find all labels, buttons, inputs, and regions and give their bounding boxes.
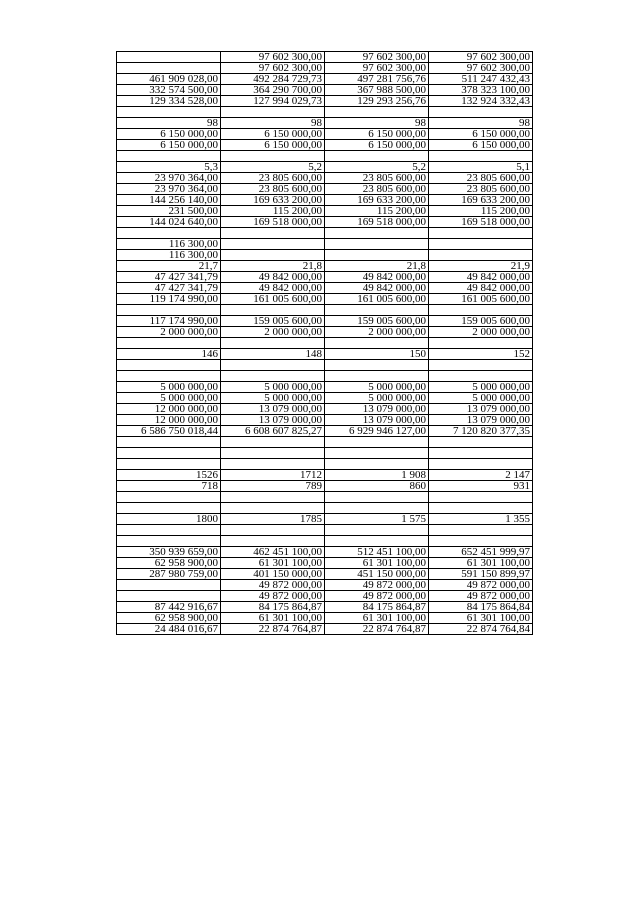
table-cell <box>117 591 221 602</box>
table-cell: 169 518 000,00 <box>221 217 325 228</box>
table-cell <box>325 338 429 349</box>
table-row <box>117 437 533 448</box>
table-cell: 5 000 000,00 <box>117 382 221 393</box>
table-cell: 148 <box>221 349 325 360</box>
table-row <box>117 129 533 140</box>
table-cell: 98 <box>117 118 221 129</box>
table-cell: 61 301 100,00 <box>221 558 325 569</box>
table-cell <box>221 338 325 349</box>
table-row <box>117 338 533 349</box>
table-cell: 87 442 916,67 <box>117 602 221 613</box>
table-cell: 21,8 <box>325 261 429 272</box>
table-cell: 21,9 <box>429 261 533 272</box>
table-cell: 1 908 <box>325 470 429 481</box>
table-cell: 49 842 000,00 <box>429 283 533 294</box>
table-cell: 22 874 764,87 <box>221 624 325 635</box>
table-cell <box>325 107 429 118</box>
table-cell <box>325 448 429 459</box>
table-cell: 169 633 200,00 <box>325 195 429 206</box>
table-cell: 23 805 600,00 <box>221 173 325 184</box>
table-row <box>117 283 533 294</box>
table-cell: 1785 <box>221 514 325 525</box>
table-cell: 12 000 000,00 <box>117 415 221 426</box>
table-row <box>117 184 533 195</box>
table-cell <box>221 448 325 459</box>
table-cell: 2 000 000,00 <box>325 327 429 338</box>
table-row <box>117 426 533 437</box>
table-cell <box>325 459 429 470</box>
table-cell: 1526 <box>117 470 221 481</box>
table-cell: 97 602 300,00 <box>221 63 325 74</box>
table-cell: 1800 <box>117 514 221 525</box>
table-cell: 461 909 028,00 <box>117 74 221 85</box>
table-cell: 129 334 528,00 <box>117 96 221 107</box>
table-cell: 931 <box>429 481 533 492</box>
table-cell: 2 000 000,00 <box>221 327 325 338</box>
table-cell: 159 005 600,00 <box>325 316 429 327</box>
table-cell: 22 874 764,87 <box>325 624 429 635</box>
table-cell <box>429 305 533 316</box>
table-cell: 97 602 300,00 <box>325 52 429 63</box>
table-row <box>117 305 533 316</box>
table-cell <box>429 360 533 371</box>
table-row <box>117 261 533 272</box>
table-row <box>117 327 533 338</box>
table-row <box>117 52 533 63</box>
table-cell <box>429 250 533 261</box>
table-cell: 652 451 999,97 <box>429 547 533 558</box>
table-cell <box>325 305 429 316</box>
table-cell: 49 872 000,00 <box>429 580 533 591</box>
table-cell: 6 586 750 018,44 <box>117 426 221 437</box>
table-cell: 364 290 700,00 <box>221 85 325 96</box>
table-row <box>117 250 533 261</box>
table-cell: 13 079 000,00 <box>429 404 533 415</box>
table-cell <box>429 536 533 547</box>
table-cell <box>221 239 325 250</box>
table-cell: 492 284 729,73 <box>221 74 325 85</box>
table-cell <box>221 536 325 547</box>
table-cell <box>117 107 221 118</box>
table-row <box>117 393 533 404</box>
table-cell <box>221 371 325 382</box>
table-row <box>117 96 533 107</box>
table-cell: 144 256 140,00 <box>117 195 221 206</box>
table-cell: 49 872 000,00 <box>325 580 429 591</box>
table-cell: 1 355 <box>429 514 533 525</box>
table-cell: 84 175 864,87 <box>221 602 325 613</box>
table-cell <box>221 360 325 371</box>
table-cell <box>117 63 221 74</box>
table-cell <box>325 437 429 448</box>
table-cell: 6 150 000,00 <box>221 129 325 140</box>
table-cell: 5,3 <box>117 162 221 173</box>
table-row <box>117 415 533 426</box>
table-cell: 47 427 341,79 <box>117 283 221 294</box>
table-cell: 47 427 341,79 <box>117 272 221 283</box>
table-cell: 23 805 600,00 <box>325 173 429 184</box>
table-row <box>117 74 533 85</box>
table-cell: 98 <box>325 118 429 129</box>
table-cell: 5 000 000,00 <box>325 382 429 393</box>
table-cell: 161 005 600,00 <box>221 294 325 305</box>
table-cell: 860 <box>325 481 429 492</box>
table-row <box>117 228 533 239</box>
table-cell <box>429 525 533 536</box>
table-cell: 13 079 000,00 <box>429 415 533 426</box>
table-cell: 511 247 432,43 <box>429 74 533 85</box>
table-cell: 23 805 600,00 <box>429 184 533 195</box>
table-cell: 512 451 100,00 <box>325 547 429 558</box>
table-cell <box>429 107 533 118</box>
table-row <box>117 272 533 283</box>
table-cell <box>429 503 533 514</box>
table-cell: 84 175 864,84 <box>429 602 533 613</box>
table-row <box>117 360 533 371</box>
table-row <box>117 206 533 217</box>
table-cell: 161 005 600,00 <box>325 294 429 305</box>
table-cell: 5,2 <box>325 162 429 173</box>
table-cell: 1712 <box>221 470 325 481</box>
table-row <box>117 404 533 415</box>
table-cell: 12 000 000,00 <box>117 404 221 415</box>
table-cell: 49 872 000,00 <box>221 580 325 591</box>
table-cell <box>117 360 221 371</box>
table-cell: 231 500,00 <box>117 206 221 217</box>
table-cell: 144 024 640,00 <box>117 217 221 228</box>
table-cell: 5 000 000,00 <box>221 382 325 393</box>
table-cell <box>429 228 533 239</box>
table-row <box>117 195 533 206</box>
data-table <box>116 51 533 635</box>
table-cell <box>429 151 533 162</box>
table-cell <box>325 536 429 547</box>
table-cell <box>117 371 221 382</box>
table-cell: 332 574 500,00 <box>117 85 221 96</box>
table-cell <box>221 437 325 448</box>
table-cell <box>429 492 533 503</box>
table-cell: 23 805 600,00 <box>325 184 429 195</box>
table-row <box>117 63 533 74</box>
table-cell: 119 174 990,00 <box>117 294 221 305</box>
table-row <box>117 558 533 569</box>
table-row <box>117 547 533 558</box>
table-row <box>117 85 533 96</box>
table-cell: 49 872 000,00 <box>429 591 533 602</box>
table-cell: 98 <box>221 118 325 129</box>
table-cell <box>429 459 533 470</box>
table-cell: 13 079 000,00 <box>221 415 325 426</box>
table-cell: 5 000 000,00 <box>429 393 533 404</box>
table-cell: 497 281 756,76 <box>325 74 429 85</box>
table-cell: 462 451 100,00 <box>221 547 325 558</box>
table-cell <box>325 239 429 250</box>
table-cell: 718 <box>117 481 221 492</box>
table-cell <box>221 525 325 536</box>
table-cell: 115 200,00 <box>325 206 429 217</box>
table-cell <box>117 228 221 239</box>
table-cell: 401 150 000,00 <box>221 569 325 580</box>
table-cell: 49 842 000,00 <box>325 272 429 283</box>
table-cell <box>221 151 325 162</box>
table-cell: 6 150 000,00 <box>429 140 533 151</box>
table-cell: 49 842 000,00 <box>221 283 325 294</box>
table-row <box>117 492 533 503</box>
table-cell: 451 150 000,00 <box>325 569 429 580</box>
table-cell: 2 000 000,00 <box>117 327 221 338</box>
table-cell: 6 150 000,00 <box>117 140 221 151</box>
table-row <box>117 151 533 162</box>
table-cell: 61 301 100,00 <box>221 613 325 624</box>
table-cell <box>117 536 221 547</box>
table-cell: 169 633 200,00 <box>221 195 325 206</box>
table-cell: 61 301 100,00 <box>325 558 429 569</box>
table-row <box>117 591 533 602</box>
table-cell: 161 005 600,00 <box>429 294 533 305</box>
table-cell: 97 602 300,00 <box>429 63 533 74</box>
table-cell <box>117 580 221 591</box>
table-cell: 62 958 900,00 <box>117 558 221 569</box>
table-cell: 61 301 100,00 <box>429 558 533 569</box>
table-cell: 789 <box>221 481 325 492</box>
table-row <box>117 162 533 173</box>
table-cell: 13 079 000,00 <box>325 404 429 415</box>
table-cell <box>117 151 221 162</box>
table-cell: 116 300,00 <box>117 239 221 250</box>
table-cell: 287 980 759,00 <box>117 569 221 580</box>
table-cell <box>429 437 533 448</box>
table-cell <box>117 503 221 514</box>
table-cell: 1 575 <box>325 514 429 525</box>
table-cell <box>325 228 429 239</box>
table-cell: 6 150 000,00 <box>117 129 221 140</box>
table-row <box>117 107 533 118</box>
table-cell <box>117 492 221 503</box>
table-cell: 5 000 000,00 <box>221 393 325 404</box>
table-cell: 152 <box>429 349 533 360</box>
table-row <box>117 536 533 547</box>
table-cell: 5,2 <box>221 162 325 173</box>
table-row <box>117 173 533 184</box>
table-row <box>117 382 533 393</box>
table-cell: 150 <box>325 349 429 360</box>
table-cell: 23 805 600,00 <box>429 173 533 184</box>
table-cell: 129 293 256,76 <box>325 96 429 107</box>
table-row <box>117 316 533 327</box>
table-cell: 159 005 600,00 <box>429 316 533 327</box>
table-cell <box>221 305 325 316</box>
table-cell: 97 602 300,00 <box>429 52 533 63</box>
table-row <box>117 118 533 129</box>
table-cell <box>325 250 429 261</box>
table-row <box>117 371 533 382</box>
table-cell <box>117 448 221 459</box>
table-cell: 6 150 000,00 <box>221 140 325 151</box>
table-cell <box>429 338 533 349</box>
table-row <box>117 239 533 250</box>
table-cell <box>117 437 221 448</box>
table-cell: 13 079 000,00 <box>221 404 325 415</box>
table-cell: 132 924 332,43 <box>429 96 533 107</box>
table-cell <box>117 459 221 470</box>
table-cell <box>117 305 221 316</box>
table-cell: 21,7 <box>117 261 221 272</box>
table-cell <box>325 371 429 382</box>
table-cell: 117 174 990,00 <box>117 316 221 327</box>
table-cell: 2 000 000,00 <box>429 327 533 338</box>
table-cell: 49 872 000,00 <box>325 591 429 602</box>
table-cell <box>221 250 325 261</box>
table-cell: 49 842 000,00 <box>221 272 325 283</box>
table-cell: 62 958 900,00 <box>117 613 221 624</box>
table-cell <box>117 525 221 536</box>
table-cell: 6 608 607 825,27 <box>221 426 325 437</box>
table-row <box>117 613 533 624</box>
table-cell: 23 970 364,00 <box>117 173 221 184</box>
table-row <box>117 503 533 514</box>
table-cell: 378 323 100,00 <box>429 85 533 96</box>
table-cell <box>325 525 429 536</box>
table-cell: 84 175 864,87 <box>325 602 429 613</box>
table-cell: 22 874 764,84 <box>429 624 533 635</box>
table-cell <box>429 239 533 250</box>
table-cell <box>221 503 325 514</box>
table-cell: 98 <box>429 118 533 129</box>
table-cell: 115 200,00 <box>429 206 533 217</box>
table-row <box>117 580 533 591</box>
table-body <box>117 52 533 635</box>
table-cell: 115 200,00 <box>221 206 325 217</box>
table-cell: 23 805 600,00 <box>221 184 325 195</box>
table-cell <box>325 151 429 162</box>
table-cell: 169 518 000,00 <box>325 217 429 228</box>
table-cell: 49 872 000,00 <box>221 591 325 602</box>
table-cell: 367 988 500,00 <box>325 85 429 96</box>
table-cell: 591 150 899,97 <box>429 569 533 580</box>
table-cell <box>221 459 325 470</box>
table-cell <box>221 492 325 503</box>
table-cell: 97 602 300,00 <box>325 63 429 74</box>
table-cell <box>429 448 533 459</box>
table-cell: 169 518 000,00 <box>429 217 533 228</box>
table-cell <box>325 360 429 371</box>
table-row <box>117 217 533 228</box>
table-cell: 97 602 300,00 <box>221 52 325 63</box>
table-cell: 350 939 659,00 <box>117 547 221 558</box>
table-cell: 61 301 100,00 <box>325 613 429 624</box>
table-cell: 6 150 000,00 <box>325 140 429 151</box>
table-cell: 6 929 946 127,00 <box>325 426 429 437</box>
table-cell: 2 147 <box>429 470 533 481</box>
table-cell: 5 000 000,00 <box>325 393 429 404</box>
table-row <box>117 481 533 492</box>
table-row <box>117 624 533 635</box>
table-cell <box>117 338 221 349</box>
table-row <box>117 349 533 360</box>
table-row <box>117 525 533 536</box>
table-cell <box>117 52 221 63</box>
table-cell: 146 <box>117 349 221 360</box>
table-cell: 23 970 364,00 <box>117 184 221 195</box>
table-cell: 169 633 200,00 <box>429 195 533 206</box>
table-cell <box>325 503 429 514</box>
table-row <box>117 569 533 580</box>
table-row <box>117 140 533 151</box>
table-row <box>117 514 533 525</box>
table-cell: 6 150 000,00 <box>325 129 429 140</box>
table-cell <box>325 492 429 503</box>
table-row <box>117 294 533 305</box>
table-cell <box>221 107 325 118</box>
table-cell: 116 300,00 <box>117 250 221 261</box>
table-cell <box>429 371 533 382</box>
table-row <box>117 459 533 470</box>
table-cell: 5 000 000,00 <box>429 382 533 393</box>
table-cell: 49 842 000,00 <box>325 283 429 294</box>
table-row <box>117 470 533 481</box>
table-cell: 21,8 <box>221 261 325 272</box>
table-cell: 7 120 820 377,35 <box>429 426 533 437</box>
table-cell: 127 994 029,73 <box>221 96 325 107</box>
table-row <box>117 602 533 613</box>
table-cell: 6 150 000,00 <box>429 129 533 140</box>
table-cell: 49 842 000,00 <box>429 272 533 283</box>
table-cell: 13 079 000,00 <box>325 415 429 426</box>
table-cell: 24 484 016,67 <box>117 624 221 635</box>
table-cell <box>221 228 325 239</box>
table-cell: 5 000 000,00 <box>117 393 221 404</box>
table-cell: 5,1 <box>429 162 533 173</box>
table-row <box>117 448 533 459</box>
table-cell: 61 301 100,00 <box>429 613 533 624</box>
table-cell: 159 005 600,00 <box>221 316 325 327</box>
